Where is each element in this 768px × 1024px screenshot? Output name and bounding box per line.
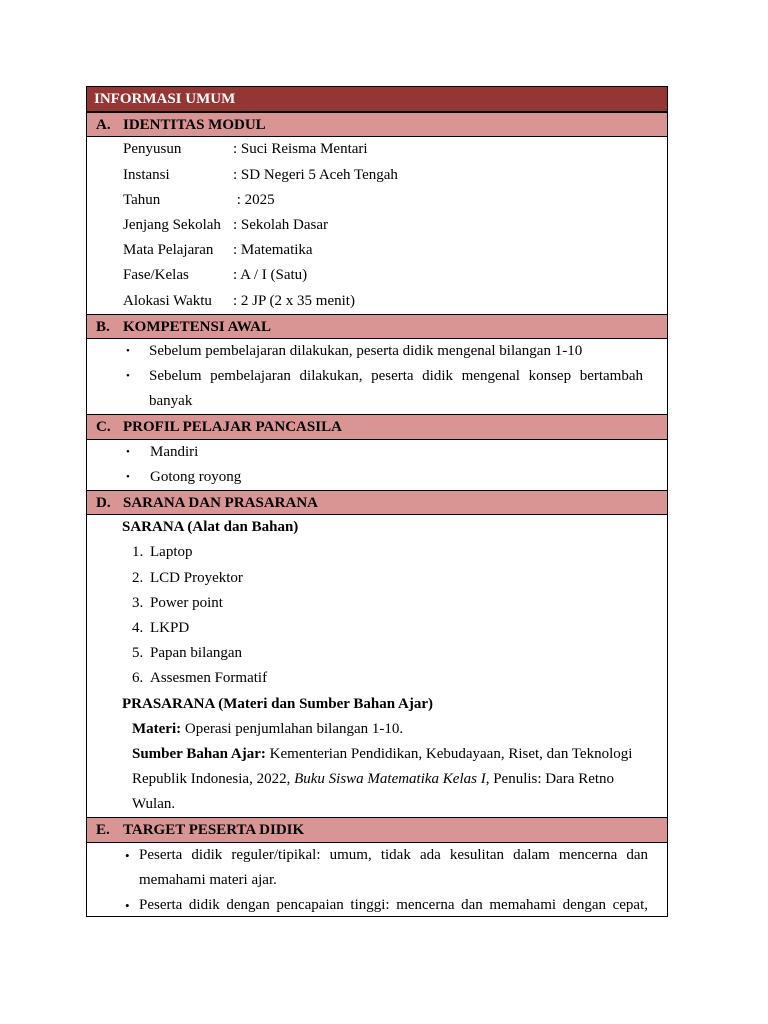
section-title: TARGET PESERTA DIDIK xyxy=(123,822,305,839)
identitas-value: : Matematika xyxy=(233,242,313,259)
identitas-row-fase-kelas xyxy=(87,263,667,288)
list-item-text: memahami materi ajar. xyxy=(139,871,277,888)
list-item-continuation xyxy=(87,868,667,893)
list-number: 2. xyxy=(132,569,144,586)
identitas-value: : Suci Reisma Mentari xyxy=(233,141,368,158)
list-item-text: Laptop xyxy=(150,544,193,561)
list-item-text: banyak xyxy=(149,393,193,410)
section-title: SARANA DAN PRASARANA xyxy=(123,495,319,511)
list-item xyxy=(87,893,667,917)
list-item xyxy=(87,540,667,565)
identitas-label: Fase/Kelas xyxy=(123,267,189,284)
identitas-row-tahun xyxy=(87,188,667,213)
list-number: 3. xyxy=(132,594,144,611)
materi-text: Operasi penjumlahan bilangan 1-10. xyxy=(181,720,404,737)
section-letter: B. xyxy=(96,318,110,335)
table-header-informasi-umum xyxy=(87,87,667,112)
sumber-row-3 xyxy=(87,792,667,817)
list-item xyxy=(87,591,667,616)
sumber-text: , Penulis: Dara Retno xyxy=(485,771,615,788)
section-letter: D. xyxy=(96,495,111,511)
identitas-row-instansi xyxy=(87,163,667,188)
list-item-text: Sebelum pembelajaran dilakukan, peserta didik mengenal bilangan 1-10 xyxy=(149,342,583,359)
identitas-label: Mata Pelajaran xyxy=(123,242,214,259)
table-header-title: INFORMASI UMUM xyxy=(94,91,236,107)
bullet-icon: • xyxy=(126,370,130,383)
list-item-text: Assesmen Formatif xyxy=(150,670,268,687)
identitas-value: : A / I (Satu) xyxy=(233,267,308,284)
list-number: 5. xyxy=(132,645,144,662)
sumber-text: Wulan. xyxy=(132,796,176,813)
list-number: 1. xyxy=(132,544,144,561)
list-item xyxy=(87,339,667,364)
section-header-kompetensi-awal xyxy=(87,314,667,339)
list-item xyxy=(87,364,667,389)
section-letter: E. xyxy=(96,822,110,839)
sumber-text: Republik Indonesia, 2022, xyxy=(132,771,295,788)
identitas-value: : 2 JP (2 x 35 menit) xyxy=(233,292,355,309)
identitas-label: Tahun xyxy=(123,191,161,208)
prasarana-subtitle: PRASARANA (Materi dan Sumber Bahan Ajar) xyxy=(122,695,433,712)
list-item-text: Peserta didik reguler/tipikal: umum, tidak ada kesulitan dalam mencerna dan xyxy=(139,846,648,863)
informasi-umum-table xyxy=(86,86,668,917)
identitas-label: Alokasi Waktu xyxy=(123,292,212,309)
section-title: KOMPETENSI AWAL xyxy=(123,318,271,335)
section-header-identitas-modul xyxy=(87,112,667,137)
sumber-paragraph xyxy=(132,767,649,792)
list-number: 6. xyxy=(132,670,144,687)
list-item xyxy=(87,465,667,490)
list-item-text: Gotong royong xyxy=(150,468,242,485)
materi-row xyxy=(87,717,667,742)
section-header-sarana-dan-prasarana xyxy=(87,490,667,515)
identitas-label: Instansi xyxy=(123,166,170,183)
sarana-subtitle: SARANA (Alat dan Bahan) xyxy=(122,519,299,536)
identitas-value: : Sekolah Dasar xyxy=(233,216,328,233)
sumber-row-2 xyxy=(87,767,667,792)
identitas-row-penyusun xyxy=(87,137,667,162)
sumber-text: Kementerian Pendidikan, Kebudayaan, Riset, dan Teknologi xyxy=(265,745,633,762)
list-item-text: Power point xyxy=(150,594,223,611)
list-item xyxy=(87,616,667,641)
list-item-text: Sebelum pembelajaran dilakukan, peserta didik mengenal konsep bertambah xyxy=(149,368,643,385)
section-header-profil-pelajar-pancasila xyxy=(87,414,667,439)
section-letter: A. xyxy=(96,117,111,134)
list-item xyxy=(87,566,667,591)
section-title: PROFIL PELAJAR PANCASILA xyxy=(123,419,342,436)
bullet-icon: • xyxy=(126,344,130,357)
identitas-label: Penyusun xyxy=(123,141,182,158)
list-item xyxy=(87,843,667,868)
identitas-value: : 2025 xyxy=(233,191,275,208)
list-item-continuation xyxy=(87,389,667,414)
sarana-subtitle-row xyxy=(87,515,667,540)
list-item xyxy=(87,666,667,691)
bullet-icon: • xyxy=(125,847,130,863)
identitas-row-jenjang-sekolah xyxy=(87,213,667,238)
list-item xyxy=(87,641,667,666)
identitas-label: Jenjang Sekolah xyxy=(123,216,221,233)
prasarana-subtitle-row xyxy=(87,692,667,717)
list-item-text: LKPD xyxy=(150,619,190,636)
sumber-row-1 xyxy=(87,742,667,767)
materi-paragraph xyxy=(132,717,649,742)
section-title: IDENTITAS MODUL xyxy=(123,117,266,134)
identitas-value: : SD Negeri 5 Aceh Tengah xyxy=(233,166,398,183)
list-item-text: Mandiri xyxy=(150,443,199,460)
sumber-label: Sumber Bahan Ajar: xyxy=(132,745,266,762)
bullet-icon: • xyxy=(126,470,130,483)
section-letter: C. xyxy=(96,419,111,436)
identitas-row-alokasi-waktu xyxy=(87,289,667,314)
list-item xyxy=(87,440,667,465)
bullet-icon: • xyxy=(126,445,130,458)
list-item-text: LCD Proyektor xyxy=(150,569,243,586)
list-number: 4. xyxy=(132,619,144,636)
book-title: Buku Siswa Matematika Kelas I xyxy=(294,771,486,788)
bullet-icon: • xyxy=(125,898,130,913)
identitas-row-mata-pelajaran xyxy=(87,238,667,263)
materi-label: Materi: xyxy=(132,720,182,737)
sumber-paragraph xyxy=(132,742,649,767)
list-item-text: Papan bilangan xyxy=(150,645,243,662)
list-item-text: Peserta didik dengan pencapaian tinggi: mencerna dan memahami dengan cepat, xyxy=(139,897,648,913)
section-header-target-peserta-didik xyxy=(87,817,667,842)
